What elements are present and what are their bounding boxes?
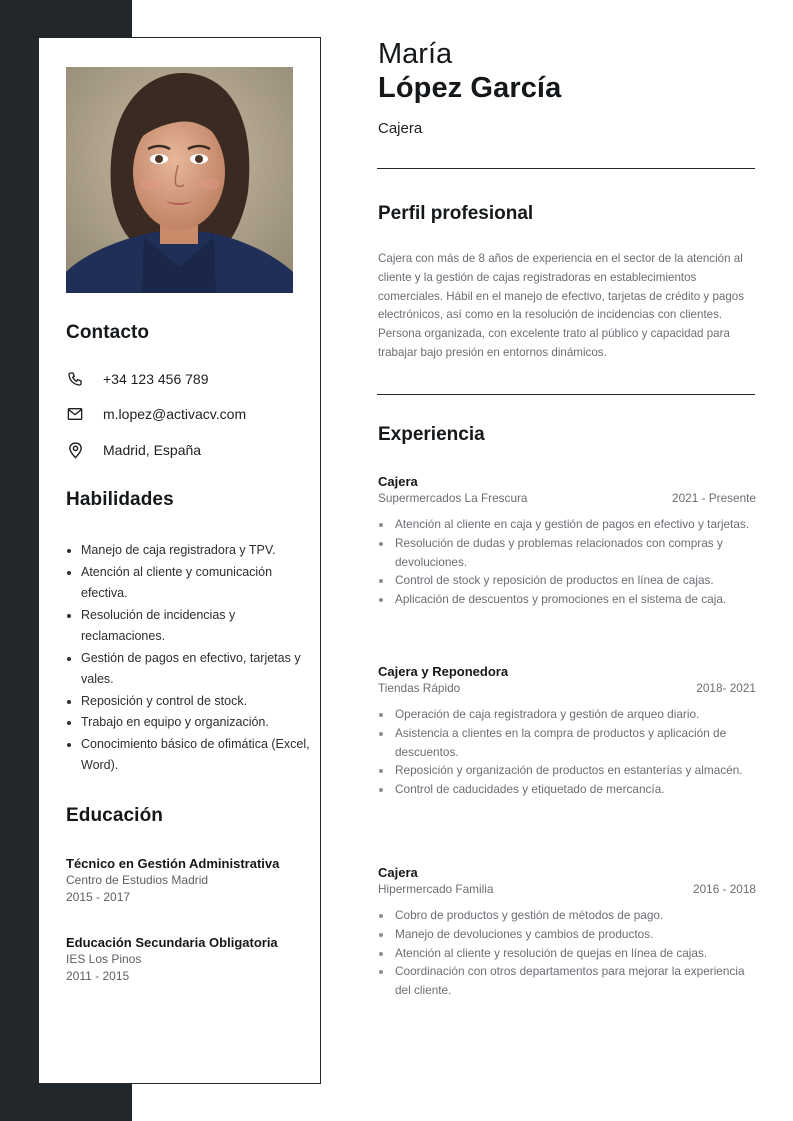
contact-location-text: Madrid, España xyxy=(103,442,202,458)
experience-entry xyxy=(378,473,756,609)
job-bullets xyxy=(378,906,756,1000)
job-bullet: Asistencia a clientes en la compra de productos y aplicación de descuentos. xyxy=(378,724,756,762)
job-bullet: Coordinación con otros departamentos para mejorar la experiencia del cliente. xyxy=(378,962,756,1000)
education-dates: 2015 - 2017 xyxy=(66,889,131,904)
last-name: López García xyxy=(378,72,562,104)
education-school: IES Los Pinos xyxy=(66,952,142,966)
job-company: Tiendas Rápido xyxy=(378,681,461,695)
job-bullet: Control de caducidades y etiquetado de mercancía. xyxy=(378,780,756,799)
job-bullet: Aplicación de descuentos y promociones en el sistema de caja. xyxy=(378,590,756,609)
divider xyxy=(377,394,755,395)
education-entry xyxy=(66,935,311,984)
job-company: Supermercados La Frescura xyxy=(378,491,528,505)
education-title: Técnico en Gestión Administrativa xyxy=(66,856,280,871)
job-dates: 2021 - Presente xyxy=(672,491,756,505)
skill-item: Gestión de pagos en efectivo, tarjetas y vales. xyxy=(66,648,311,691)
job-title: Cajera xyxy=(378,865,418,880)
phone-icon xyxy=(66,370,84,388)
job-dates: 2016 - 2018 xyxy=(693,882,756,896)
job-bullet: Resolución de dudas y problemas relacionados con compras y devoluciones. xyxy=(378,534,756,572)
job-dates: 2018- 2021 xyxy=(696,681,756,695)
contact-phone-text: +34 123 456 789 xyxy=(103,371,209,387)
job-bullet: Operación de caja registradora y gestión de arqueo diario. xyxy=(378,705,756,724)
skill-item: Manejo de caja registradora y TPV. xyxy=(66,540,311,562)
skill-item: Reposición y control de stock. xyxy=(66,691,311,713)
experience-heading: Experiencia xyxy=(378,424,485,445)
contact-location xyxy=(66,440,201,460)
profile-text: Cajera con más de 8 años de experiencia en el sector de la atención al cliente y la gestión de cajas registradoras en establecimientos comerciales. Hábil en el manejo de efectivo, tarjetas de crédito y pagos electrónicos, así como en la resolución de incidencias con clientes. Persona organizada, con excelente trato al público y capacidad para trabajar bajo presión en entornos dinámicos. xyxy=(378,252,745,359)
job-bullets xyxy=(378,705,756,799)
job-bullet: Reposición y organización de productos en estanterías y almacén. xyxy=(378,761,756,780)
contact-email xyxy=(66,404,246,424)
location-pin-icon xyxy=(66,441,84,459)
education-dates: 2011 - 2015 xyxy=(66,968,130,983)
job-bullet: Cobro de productos y gestión de métodos de pago. xyxy=(378,906,756,925)
job-title: Cajera xyxy=(378,474,418,489)
divider xyxy=(377,168,755,169)
contact-email-text: m.lopez@activacv.com xyxy=(103,406,247,422)
skills-heading: Habilidades xyxy=(66,489,174,510)
sidebar-card xyxy=(38,37,321,1084)
skill-item: Conocimiento básico de ofimática (Excel, Word). xyxy=(66,734,311,777)
job-title: Cajera y Reponedora xyxy=(378,664,509,679)
job-bullet: Atención al cliente y resolución de quejas en línea de cajas. xyxy=(378,944,756,963)
experience-entry xyxy=(378,663,756,799)
experience-entry xyxy=(378,864,756,1000)
education-heading: Educación xyxy=(66,805,163,826)
mail-icon xyxy=(66,405,84,423)
skills-list xyxy=(66,540,311,777)
job-bullet: Manejo de devoluciones y cambios de productos. xyxy=(378,925,756,944)
job-role: Cajera xyxy=(378,120,423,137)
education-school: Centro de Estudios Madrid xyxy=(66,873,209,887)
first-name: María xyxy=(378,38,453,70)
contact-phone xyxy=(66,369,209,389)
education-title: Educación Secundaria Obligatoria xyxy=(66,935,278,950)
job-bullet: Control de stock y reposición de productos en línea de cajas. xyxy=(378,571,756,590)
job-bullets xyxy=(378,515,756,609)
skill-item: Trabajo en equipo y organización. xyxy=(66,712,311,734)
skill-item: Resolución de incidencias y reclamaciones. xyxy=(66,605,311,648)
education-entry xyxy=(66,856,311,905)
profile-heading: Perfil profesional xyxy=(378,203,534,224)
job-company: Hipermercado Familia xyxy=(378,882,494,896)
job-bullet: Atención al cliente en caja y gestión de pagos en efectivo y tarjetas. xyxy=(378,515,756,534)
skill-item: Atención al cliente y comunicación efectiva. xyxy=(66,562,311,605)
contact-heading: Contacto xyxy=(66,322,150,343)
profile-photo xyxy=(66,67,293,293)
